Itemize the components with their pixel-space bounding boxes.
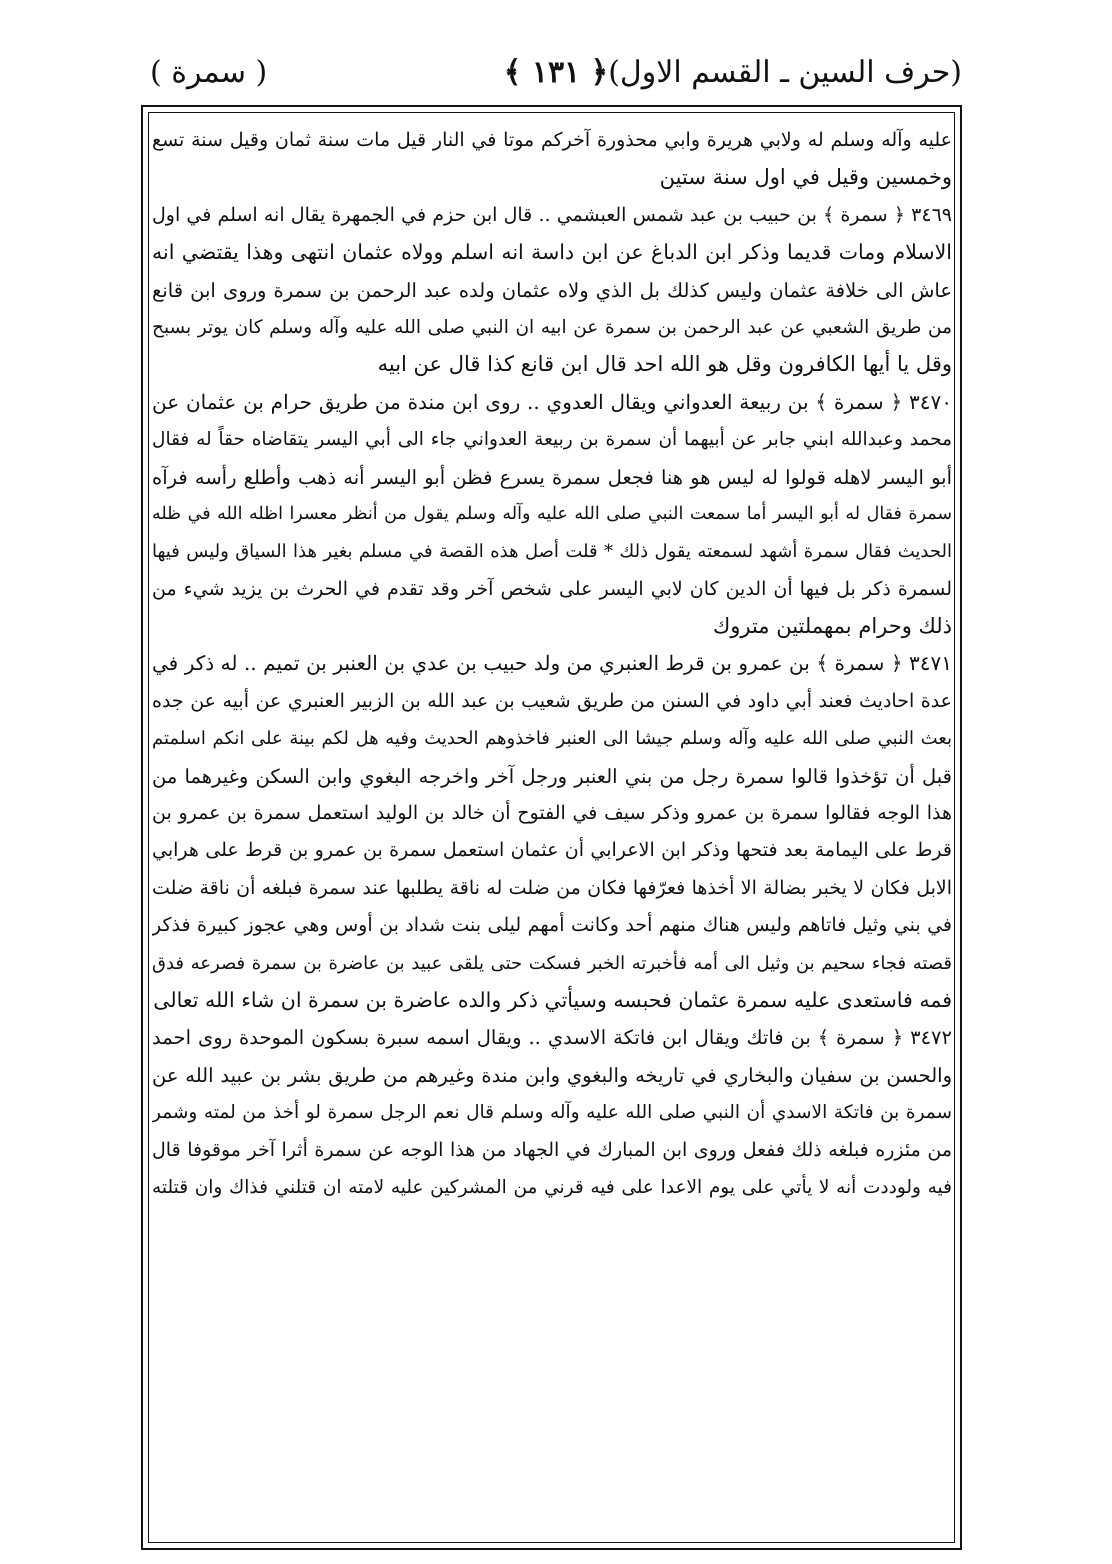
- text-line: هذا الوجه فقالوا سمرة بن عمرو وذكر سيف في الفتوح أن خالد بن الوليد استعمل سمرة بن عمرو بن: [152, 802, 952, 825]
- text-line: من مئزره فبلغه ذلك ففعل وروى ابن المبارك في الجهاد من هذا الوجه عن سمرة أثرا آخر موقوفا قال: [152, 1138, 952, 1161]
- text-line: الاسلام ومات قديما وذكر ابن الدباغ عن ابن داسة انه اسلم وولاه عثمان انتهى وهذا يقتضي انه: [152, 240, 952, 265]
- text-line: بعث النبي صلى الله عليه وآله وسلم جيشا الى العنبر فاخذوهم الحديث وفيه هل لكم بينة على انكم اسلمتم: [152, 728, 952, 750]
- text-body: [152, 122, 952, 1537]
- text-line: والحسن بن سفيان والبخاري في تاريخه والبغوي وابن مندة وغيرهم من طريق بشر بن عبيد الله عن: [152, 1063, 952, 1087]
- text-line: وقل يا أيها الكافرون وقل هو الله احد قال ابن قانع كذا قال عن ابيه: [377, 352, 952, 377]
- text-line: قصته فجاء سحيم بن وثيل الى أمه فأخبرته الخبر فسكت حتى يلقى عبيد بن عاضرة بن سمرة فصرعه فدق: [152, 952, 952, 974]
- text-line: عدة احاديث فعند أبي داود في السنن من طريق شعيب بن عبد الله بن الزبير العنبري عن أبيه عن جده: [152, 689, 952, 712]
- text-line: الابل فكان لا يخبر بضالة الا أخذها فعرّفها فكان من ضلت له ناقة يطلبها عند سمرة فبلغه أن ناقة ضلت: [152, 876, 952, 899]
- text-line: ٣٤٧٠ ﴿ سمرة ﴾ بن ربيعة العدواني ويقال العدوي .. روى ابن مندة من طريق حرام بن عثمان عن: [152, 389, 952, 414]
- text-line: سمرة فقال له أبو اليسر أما سمعت النبي صلى الله عليه وآله وسلم يقول من أنظر معسرا اظله الله في ظله: [152, 503, 952, 524]
- page-number: ﴿ ١٣١ ﴾: [503, 55, 609, 90]
- text-line: فمه فاستعدى عليه سمرة عثمان فحبسه وسيأتي ذكر والده عاضرة بن سمرة ان شاء الله تعالى: [153, 987, 952, 1012]
- text-line: محمد وعبدالله ابني جابر عن أبيهما أن سمرة بن ربيعة العدواني جاء الى أبي اليسر يتقاضاه حقاً له فقال: [152, 429, 952, 451]
- text-line: فيه ولوددت أنه لا يأتي على يوم الاعدا على فيه قرني من المشركين عليه لامته ان قتلني فذاك وان قتلته: [152, 1176, 952, 1198]
- text-line: سمرة بن فاتكة الاسدي أن النبي صلى الله عليه وآله وسلم قال نعم الرجل سمرة لو أخذ من لمته وشمر: [152, 1102, 952, 1124]
- text-line: عليه وآله وسلم له ولابي هريرة وابي محذورة آخركم موتا في النار قيل مات سنة ثمان وقيل سنة تسع: [152, 129, 952, 151]
- chapter-title: (حرف السين ـ القسم الاول): [608, 55, 962, 90]
- text-line: ٣٤٧٢ ﴿ سمرة ﴾ بن فاتك ويقال ابن فاتكة الاسدي .. ويقال اسمه سبرة بسكون الموحدة روى احمد: [152, 1026, 952, 1050]
- text-line: الحديث فقال سمرة أشهد لسمعته يقول ذلك * قلت أصل هذه القصة في مسلم بغير هذا السياق وليس فيها: [152, 541, 952, 563]
- text-line: ٣٤٦٩ ﴿ سمرة ﴾ بن حبيب بن عبد شمس العبشمي .. قال ابن حزم في الجمهرة يقال انه اسلم في اول: [152, 203, 952, 226]
- text-line: وخمسين وقيل في اول سنة ستين: [659, 165, 952, 190]
- text-line: من طريق الشعبي عن عبد الرحمن بن سمرة عن ابيه ان النبي صلى الله عليه وآله وسلم كان يوتر بسبح: [152, 316, 952, 338]
- text-line: عاش الى خلافة عثمان وليس كذلك بل الذي ولاه عثمان ولده عبد الرحمن بن سمرة وروى ابن قانع: [152, 278, 952, 302]
- text-line: ٣٤٧١ ﴿ سمرة ﴾ بن عمرو بن قرط العنبري من ولد حبيب بن عدي بن العنبر بن تميم .. له ذكر في: [152, 651, 952, 676]
- text-line: في بني وثيل فاتاهم وليس هناك منهم أحد وكانت أمهم ليلى بنت شداد بن أوس وهي عجوز كبيرة فذكر: [152, 914, 952, 937]
- text-line: ذلك وحرام بمهملتين متروك: [712, 614, 952, 639]
- text-line: قرط على اليمامة بعد فتحها وذكر ابن الاعرابي أن عثمان استعمل سمرة بن عمرو بن قرط على هرابي: [152, 839, 952, 862]
- page-header: [150, 48, 962, 98]
- text-line: أبو اليسر لاهله قولوا له ليس هو هنا فجعل سمرة يسرع فظن أبو اليسر أنه ذهب وأطلع رأسه فرآه: [152, 465, 952, 489]
- entry-name-heading: ( سمرة ): [150, 55, 268, 90]
- text-line: قبل أن تؤخذوا قالوا سمرة رجل من بني العنبر ورجل آخر واخرجه البغوي وابن السكن وغيرهما من: [152, 764, 952, 788]
- text-line: لسمرة ذكر بل فيها أن الدين كان لابي اليسر على شخص آخر وقد تقدم في الحرث بن يزيد شيء من: [152, 577, 952, 600]
